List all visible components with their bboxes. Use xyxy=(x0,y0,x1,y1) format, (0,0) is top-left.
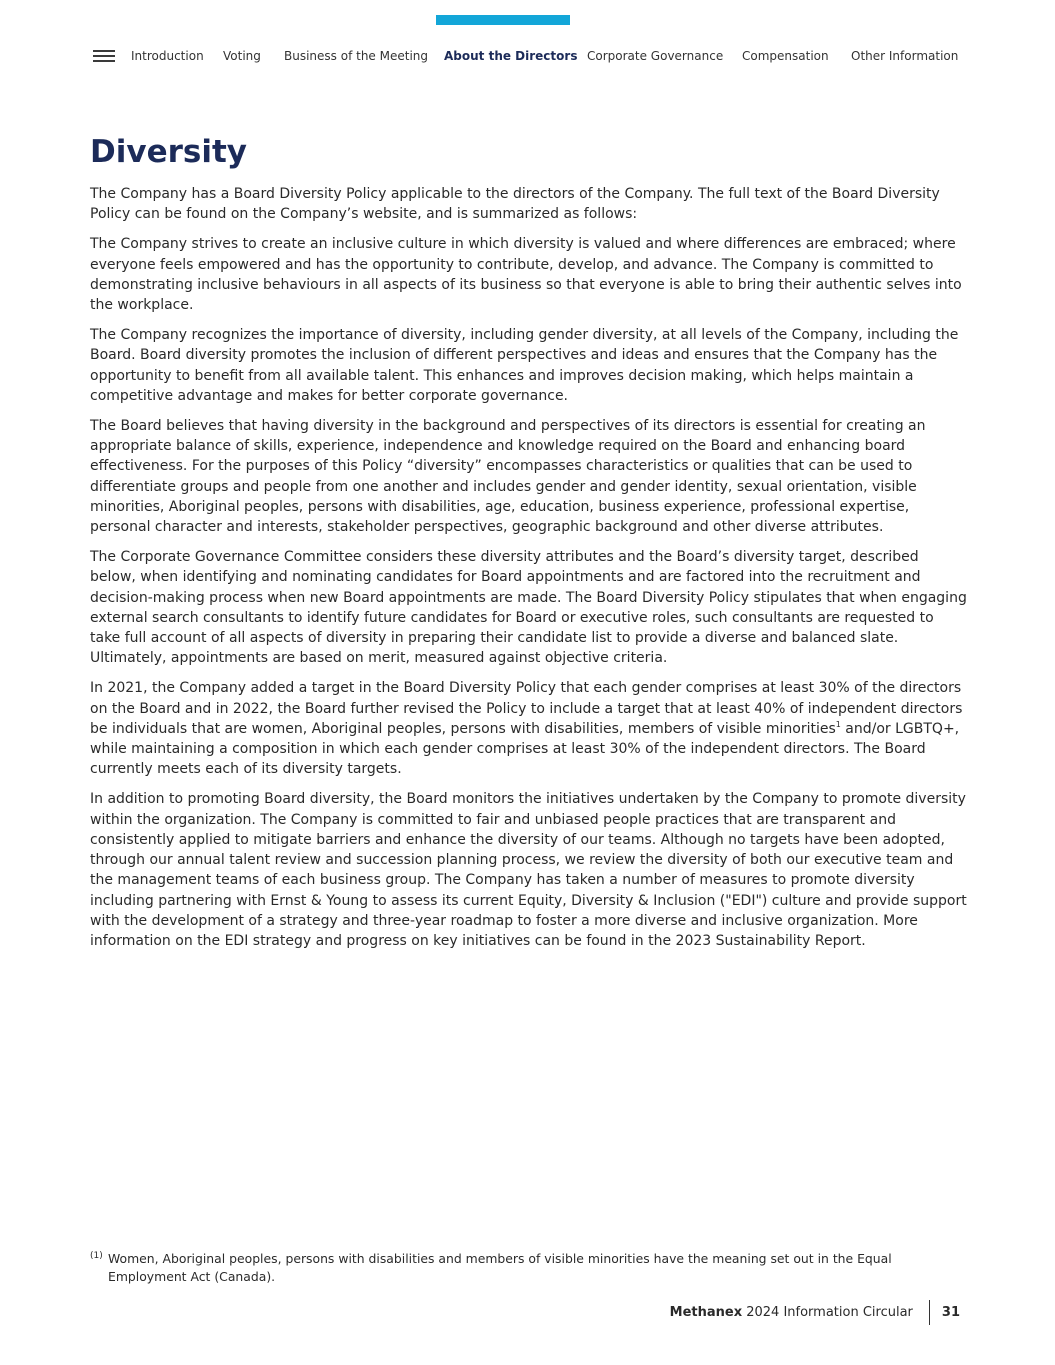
page-footer xyxy=(670,1300,960,1322)
targets-text-start: In 2021, the Company added a target in the Board Diversity Policy that each gender comprises at least 30% of the directors on the Board and in 2022, the Board further revised the Policy to include a target that at least 40% of independent directors be individuals that are women, Aboriginal peoples, persons with disabilities, members of visible minorities xyxy=(90,680,963,737)
nav-item-business-of-the-meeting[interactable]: Business of the Meeting xyxy=(284,49,428,63)
intro-paragraph: The Company has a Board Diversity Policy applicable to the directors of the Company. The full text of the Board Diversity Policy can be found on the Company’s website, and is summarized as follows: xyxy=(90,186,940,223)
main-content xyxy=(90,184,968,961)
nav-item-corporate-governance[interactable]: Corporate Governance xyxy=(587,49,724,63)
nav-item-about-the-directors[interactable]: About the Directors xyxy=(444,49,578,63)
nav-item-other-information[interactable]: Other Information xyxy=(851,49,959,63)
diversity-targets-paragraph xyxy=(90,678,968,779)
hamburger-menu-icon[interactable] xyxy=(93,50,115,63)
page-title: Diversity xyxy=(90,134,247,170)
footnote-text: Women, Aboriginal peoples, persons with disabilities and members of visible minorities have the meaning set out in the Equal Employment Act (Canada). xyxy=(108,1251,892,1284)
governance-committee-paragraph: The Corporate Governance Committee considers these diversity attributes and the Board’s diversity target, described below, when identifying and nominating candidates for Board appointments and are factored into the recruitment and decision-making process when new Board appointments are made. The Board Diversity Policy stipulates that when engaging external search consultants to identify future candidates for Board or executive roles, such consultants are requested to take full account of all aspects of diversity in preparing their candidate list to provide a diverse and balanced slate. Ultimately, appointments are based on merit, measured against objective criteria. xyxy=(90,549,967,667)
footnote-marker: (1) xyxy=(90,1251,103,1261)
footnote-reference: 1 xyxy=(835,719,841,729)
footer-divider xyxy=(929,1300,930,1325)
targets-text-end: and/or LGBTQ+, while maintaining a composition in which each gender comprises at least 30% of the independent directors. The Board currently meets each of its diversity targets. xyxy=(90,720,960,778)
footnote xyxy=(90,1250,950,1286)
board-beliefs-paragraph: The Board believes that having diversity in the background and perspectives of its directors is essential for creating an appropriate balance of skills, experience, independence and knowledge required on the Board and enhancing board effectiveness. For the purposes of this Policy “diversity” encompasses characteristics or qualities that can be used to differentiate groups and people from one another and includes gender and gender identity, sexual orientation, visible minorities, Aboriginal peoples, persons with disabilities, age, education, business experience, professional expertise, personal character and interests, stakeholder perspectives, geographic background and other diverse attributes. xyxy=(90,418,926,536)
active-section-indicator xyxy=(436,15,570,25)
footer-document-title: 2024 Information Circular xyxy=(742,1305,913,1320)
footer-brand: Methanex xyxy=(669,1305,743,1320)
inclusive-culture-paragraph: The Company strives to create an inclusive culture in which diversity is valued and where differences are embraced; where everyone feels empowered and has the opportunity to contribute, develop, and advance. The Company is committed to demonstrating inclusive behaviours in all aspects of its business so that everyone is able to bring their authentic selves into the workplace. xyxy=(90,236,962,314)
top-navigation xyxy=(93,47,973,65)
organization-diversity-paragraph: In addition to promoting Board diversity, the Board monitors the initiatives undertaken by the Company to promote diversity within the organization. The Company is committed to fair and unbiased people practices that are transparent and consistently applied to mitigate barriers and enhance the diversity of our teams. Although no targets have been adopted, through our annual talent review and succession planning process, we review the diversity of both our executive team and the management teams of each business group. The Company has taken a number of measures to promote diversity including partnering with Ernst & Young to assess its current Equity, Diversity & Inclusion ("EDI") culture and provide support with the development of a strategy and three-year roadmap to foster a more diverse and inclusive organization. More information on the EDI strategy and progress on key initiatives can be found in the 2023 Sustainability Report. xyxy=(90,791,967,949)
nav-item-introduction[interactable]: Introduction xyxy=(131,49,204,63)
nav-item-compensation[interactable]: Compensation xyxy=(742,49,829,63)
importance-of-diversity-paragraph: The Company recognizes the importance of diversity, including gender diversity, at all levels of the Company, including the Board. Board diversity promotes the inclusion of different perspectives and ideas and ensures that the Company has the opportunity to benefit from all available talent. This enhances and improves decision making, which helps maintain a competitive advantage and makes for better corporate governance. xyxy=(90,327,959,404)
nav-item-voting[interactable]: Voting xyxy=(223,49,261,63)
page-number: 31 xyxy=(941,1305,960,1320)
